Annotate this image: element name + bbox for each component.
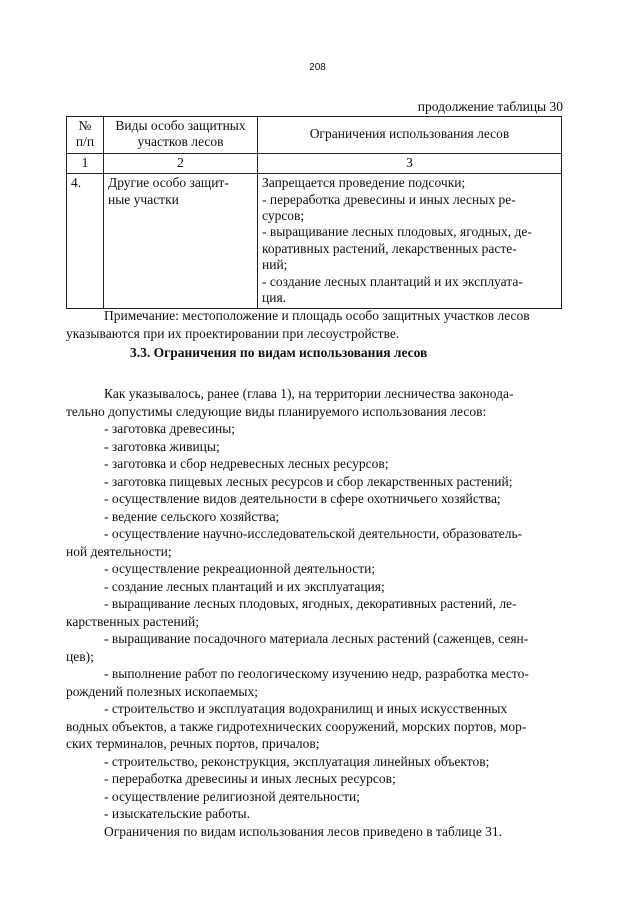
row-number: 4. bbox=[67, 174, 104, 309]
paragraph-line: ских терминалов, речных портов, причалов; bbox=[66, 736, 320, 751]
cell-line: коративных растений, лекарственных расте- bbox=[262, 240, 517, 256]
row-restrictions bbox=[258, 174, 562, 309]
table-row bbox=[67, 174, 562, 309]
header-restrictions bbox=[258, 117, 562, 154]
cell-line: ные участки bbox=[108, 191, 179, 207]
paragraph-line: карственных растений; bbox=[66, 613, 199, 629]
note-line: указываются при их проектировании при лесоустройстве. bbox=[66, 326, 400, 341]
paragraph-line: ной деятельности; bbox=[66, 543, 172, 559]
cell-line: Запрещается проведение подсочки; bbox=[262, 175, 466, 191]
paragraph-line: рождений полезных ископаемых; bbox=[66, 683, 259, 699]
header-area-type-lines bbox=[108, 118, 253, 151]
header-number-lines bbox=[71, 118, 99, 151]
paragraph-line: водных объектов, а также гидротехнических сооружений, морских портов, мор- bbox=[66, 718, 527, 734]
paragraph-line: - выращивание лесных плодовых, ягодных, декоративных растений, ле- bbox=[104, 596, 517, 611]
paragraph-line: Как указывалось, ранее (глава 1), на территории лесничества законода- bbox=[104, 386, 514, 401]
paragraph-line: - переработка древесины и иных лесных ресурсов; bbox=[104, 771, 396, 786]
header-line: № bbox=[78, 118, 92, 133]
paragraph-line: - заготовка древесины; bbox=[104, 421, 236, 436]
row-restrictions-lines bbox=[262, 175, 557, 306]
paragraph-line: - ведение сельского хозяйства; bbox=[104, 508, 280, 524]
table-header-row bbox=[67, 117, 562, 154]
table-caption: продолжение таблицы 30 bbox=[417, 99, 563, 114]
paragraph-line: - заготовка пищевых лесных ресурсов и сбор лекарственных растений; bbox=[104, 473, 513, 489]
restrictions-table bbox=[66, 116, 562, 309]
cell-line: - переработка древесины и иных лесных ре- bbox=[262, 191, 516, 207]
cell-line: ция. bbox=[262, 290, 287, 306]
section-heading: 3.3. Ограничения по видам использования лесов bbox=[130, 345, 428, 360]
header-number bbox=[67, 117, 104, 154]
cell-line: сурсов; bbox=[262, 208, 305, 224]
column-number: 2 bbox=[104, 153, 258, 173]
header-line: Ограничения использования лесов bbox=[309, 126, 510, 142]
row-area-type-lines bbox=[108, 175, 253, 208]
paragraph-line: тельно допустимы следующие виды планируемого использования лесов: bbox=[66, 403, 487, 419]
paragraph-line: - строительство и эксплуатация водохранилищ и иных искусственных bbox=[104, 701, 508, 716]
cell-line: Другие особо защит- bbox=[108, 175, 229, 191]
paragraph-line: - осуществление религиозной деятельности; bbox=[104, 788, 361, 804]
paragraph-line: - строительство, реконструкция, эксплуатация линейных объектов; bbox=[104, 753, 490, 769]
paragraph-line: - осуществление видов деятельности в сфере охотничьего хозяйства; bbox=[104, 491, 501, 506]
header-line: п/п bbox=[75, 134, 95, 150]
header-line: участков лесов bbox=[137, 134, 224, 150]
row-area-type bbox=[104, 174, 258, 309]
cell-line: - создание лесных плантаций и их эксплуата- bbox=[262, 273, 523, 289]
column-number-row bbox=[67, 153, 562, 173]
paragraph-line: - осуществление научно-исследовательской деятельности, образователь- bbox=[104, 526, 523, 541]
header-restrictions-lines bbox=[262, 126, 557, 142]
paragraph-line: Ограничения по видам использования лесов приведено в таблице 31. bbox=[104, 823, 502, 839]
paragraph-line: цев); bbox=[66, 648, 94, 664]
paragraph-line: - выращивание посадочного материала лесных растений (саженцев, сеян- bbox=[104, 631, 529, 646]
paragraph-line: - заготовка и сбор недревесных лесных ресурсов; bbox=[104, 456, 389, 471]
body-text bbox=[66, 385, 566, 840]
paragraph-line: - заготовка живицы; bbox=[104, 438, 220, 454]
page-number: 208 bbox=[309, 62, 326, 73]
column-number: 1 bbox=[67, 153, 104, 173]
paragraph-line: - выполнение работ по геологическому изучению недр, разработка место- bbox=[104, 666, 529, 681]
paragraph-line: - осуществление рекреационной деятельности; bbox=[104, 561, 376, 576]
paragraph-line: - изыскательские работы. bbox=[104, 806, 250, 821]
column-number: 3 bbox=[258, 153, 562, 173]
header-area-type bbox=[104, 117, 258, 154]
cell-line: - выращивание лесных плодовых, ягодных, де- bbox=[262, 224, 532, 240]
table-note bbox=[66, 307, 566, 343]
header-line: Виды особо защитных bbox=[115, 118, 246, 133]
note-line: Примечание: местоположение и площадь особо защитных участков лесов bbox=[104, 308, 530, 323]
paragraph-line: - создание лесных плантаций и их эксплуатация; bbox=[104, 578, 385, 594]
cell-line: ний; bbox=[262, 257, 288, 273]
